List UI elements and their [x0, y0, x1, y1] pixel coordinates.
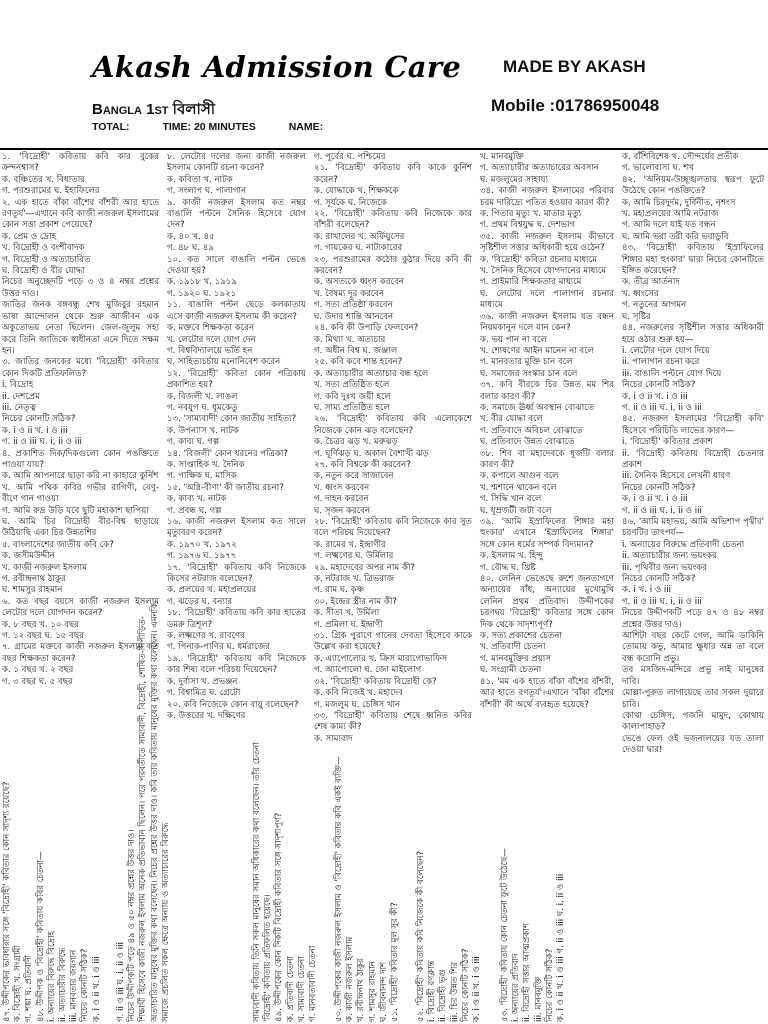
- question-line: ঘ. শামসুর রাহমান: [2, 585, 63, 596]
- question-line: গ. ii ও iii ঘ. i, ii ও iii: [622, 505, 702, 516]
- header-divider: [0, 148, 768, 150]
- question-line: ৩২. 'বিদ্রোহী' কবিতায় বিদ্রোহী কে?: [314, 676, 437, 687]
- rotated-question-line: i. অন্যায়ের বিরুদ্ধে বিদ্রোহ: [46, 930, 57, 1022]
- question-line: নিচের উদ্দীপকটি পড়ে ৪৭ ও ৪৮ নম্বর প্রশ্নের উত্তর দাও।: [622, 608, 764, 630]
- question-line: ঘ. উদার শান্তি আনবেন: [314, 311, 394, 322]
- question-line: গ. দাহন করবেন: [314, 494, 369, 505]
- question-line: খ. প্রতিবাদী চেতনা: [480, 642, 546, 653]
- question-line: গ. কবি দুঃখ জয়ী হলে: [314, 391, 391, 402]
- question-line: ঘ. বিদ্রোহী ও বীর যোদ্ধা: [2, 266, 85, 277]
- question-line: খ. শোষণের আইন মানেন না বলে: [480, 345, 595, 356]
- question-line: খ. লেটোর দলে যোগ দেন: [167, 334, 256, 345]
- question-line: ক. i খ. i ও iii: [622, 585, 672, 596]
- question-line: ঘ. সৃজন করবেন: [314, 505, 371, 516]
- question-line: গ. ভালোবাসা ঘ. শখ: [622, 163, 695, 174]
- question-line: ১. 'বিদ্রোহী' কবিতায় কবি কার বুকের ক্রন্দনশ্বাস?: [2, 152, 159, 174]
- rotated-question-line: ৪৭. উদ্দীপকের ভাবধারার সঙ্গে 'বিদ্রোহী' কবিতার কোন সাদৃশ্য রয়েছে?: [2, 781, 12, 1022]
- question-line: গ. পাক্ষিক ঘ. মাসিক: [167, 471, 237, 482]
- question-line: ৪. প্রকাশিত দিক/দিকগুলো কোন পঙক্তিতে পাওয়া যায়?: [2, 448, 159, 470]
- question-line: ক. কাব্য খ. নাটক: [167, 494, 227, 505]
- question-line: গ. বিদ্রোহী ও অত্যাচারিত: [2, 254, 91, 265]
- question-line: ক. উপন্যাস খ. নাটক: [167, 425, 239, 436]
- question-line: জাতির জনক বঙ্গবন্ধু শেখ মুজিবুর রহমান ভাষা আন্দোলন থেকে শুরু আজীবন এক অকুতোভয় নেতা ছিলেন। জেল-জুলুম সহ্য করে তিনি জাতিকে স্বাধীনতা এনে দিতে সক্ষম হন।: [2, 300, 159, 356]
- question-line: নিচের কোনটি সঠিক?: [622, 380, 696, 391]
- question-line: ২৪. কবি কী উপাড়ি ফেলবেন?: [314, 323, 419, 334]
- question-line: গ. পিনাক-পাণির ঘ. ধর্মরাজের: [167, 642, 271, 653]
- question-line: ক. i ও ii খ. i ও iii: [2, 425, 68, 436]
- question-line: ক. রাখালের খ. অর্ফিয়ুসের: [314, 231, 405, 242]
- question-line: ৩৭. কবি বীরকে চির উন্নত মম শির বলার কারণ কী?: [480, 380, 614, 402]
- question-line: গ. মানবতার মুক্তি চান বলে: [480, 357, 573, 368]
- question-line: ক. বিজলী খ. লাঙল: [167, 391, 238, 402]
- question-line: নিচের কোনটি সঠিক?: [622, 482, 696, 493]
- rotated-block-6: [500, 584, 578, 1022]
- question-line: ঘ. লেটোর দলে পালাগান রচনার মাধ্যমে: [480, 288, 614, 311]
- question-line: ৪০. লেনিন ভেঙেছে রুশে জনতাগণে অন্যায়ের বাঁধ, অন্যায়ের মুখোমুখি লেনিন প্রথম প্রতিবাদ। উদ্দীপকের চরণদ্বয় 'বিদ্রোহী' কবিতার সঙ্গে কোন দিক থেকে সাদৃশ্যপূর্ণ?: [480, 574, 614, 630]
- question-line: গ. সিদ্ধি খান বলে: [480, 494, 542, 505]
- question-line: ক. প্রলয়ের খ. মহাপ্রলয়ের: [167, 585, 257, 596]
- question-line: গ. প্রবন্ধ ঘ. গল্প: [167, 505, 222, 516]
- rotated-block-5: [416, 584, 494, 1022]
- rotated-question-line: i. বিদ্রোহী রণক্লান্ত: [427, 960, 438, 1022]
- question-line: গ. অত্যাচারীর অত্যাচারের অবসান: [480, 163, 599, 174]
- question-line: গ. মানবমুক্তির প্রয়াস: [480, 653, 551, 664]
- question-line: গ. ৪৮ ঘ. ৪৯: [167, 243, 214, 254]
- rotated-questions-strip: [0, 582, 768, 1024]
- question-line: গ. লক্ষ্মণের ঘ. উর্মিলার: [314, 551, 394, 562]
- question-line: ক. যোদ্ধাকে খ. শিক্ষককে: [314, 186, 399, 197]
- rotated-question-line: iii. চির উন্নত শির: [449, 961, 460, 1022]
- question-column-5: [618, 152, 768, 756]
- question-line: ঘ. প্রতিবাদে উন্নত বোঝাতে: [480, 437, 575, 448]
- rotated-question-line: সাম্যবাদী কবিতায় তিনি সকল মানুষের সমান অধিকারের কথা বলেছেন। তাঁর চেতনা: [252, 742, 262, 1022]
- question-line: গ. বৌদ্ধ ঘ. খ্রিষ্ট: [480, 562, 536, 573]
- question-line: আশিটা বছর কেটে গেল, আমি ডাকিনি তোমায় কভু, আমার ক্ষুধার অন্ন তা বলে বন্ধ করোনি প্রভু।: [622, 631, 764, 664]
- rotated-question-line: ক. প্রতিবাদী চেতনা: [285, 956, 296, 1022]
- question-line: ৪২. 'অনিয়ম-উচ্ছৃঙ্খলতার স্বরূপ ফুটে উঠেছে কোন পঙক্তিতে?: [622, 174, 764, 197]
- question-line: ৯. কাজী নজরুল ইসলাম কত নম্বর বাঙালি পল্টনে সৈনিক হিসেবে যোগ দেন?: [167, 197, 306, 231]
- question-line: ক. আমি আপনারে ছাড়া করি না কাহারে কুর্নিশ: [2, 471, 159, 482]
- question-line: ক. ১ বছর খ. ২ বছর: [2, 665, 74, 676]
- rotated-question-line: iii. মানবমুক্তি: [533, 976, 544, 1022]
- rotated-question-line: নিচের উদ্দীপকটি পড়ে ৪৯ ও ৫০ নম্বর প্রশ্নের উত্তর দাও।: [127, 829, 138, 1022]
- question-line: ক. ইসলাম খ. হিন্দু: [480, 551, 543, 562]
- question-line: ক. এ্যাপোলোর খ. ক্রিস মারাগোভাফিস: [314, 653, 448, 664]
- question-line: ক. সাপ্তাহিক খ. দৈনিক: [167, 459, 245, 470]
- question-line: ২৩. পরশুরামের কঠোর কুঠার দিয়ে কবি কী করবেন?: [314, 254, 472, 277]
- question-line: ২১. 'বিদ্রোহী' কবিতায় কবি কাকে কুর্নিশ করেন?: [314, 163, 472, 185]
- rotated-question-line: ৫০. উদ্দীপকের কাজী নজরুল ইসলাম ও 'বিদ্রোহী' কবিতার কবি একই ব্যক্তি—: [334, 756, 344, 1022]
- question-line: গ. ৩ বছর ঘ. ৫ বছর: [2, 676, 73, 687]
- rotated-question-line: 'বিদ্রোহী' কবিতায় প্রতিফলিত হয়েছে।: [263, 894, 274, 1022]
- question-line: গ. প্রথম বিশ্বযুদ্ধ ঘ. দেশভাগ: [480, 220, 576, 231]
- question-line: গ. নতুনের আগমন: [622, 300, 687, 311]
- question-line: গ. অ্যাপোলো ঘ. জো মাইলোগ: [314, 665, 422, 676]
- question-line: ক. ভয় পান না বলে: [480, 334, 547, 345]
- question-line: ১২. 'বিদ্রোহী' কবিতা কোন পত্রিকায় প্রকাশিত হয়?: [167, 368, 306, 391]
- question-line: ক. ৪০ খ. ৪৫: [167, 231, 215, 242]
- question-line: ২০. কবি নিজেকে কোন বায়ু বলেছেন?: [167, 699, 299, 710]
- rotated-question-line: ৪৯. উদ্দীপকের কোন দিকটি বিদ্রোহী কবিতার সঙ্গে সাদৃশ্যপূর্ণ?: [274, 812, 285, 1022]
- question-line: ক. মিথ্যা খ. অত্যচার: [314, 334, 386, 345]
- question-line: খ. কাজী নজরুল ইসলাম: [2, 562, 87, 573]
- question-line: গ. ১২ বছর ঘ. ১৫ বছর: [2, 631, 84, 642]
- rotated-question-line: ক. কাজী নজরুল ইসলাম: [345, 936, 356, 1022]
- question-line: খ. মানবমুক্তি: [480, 152, 524, 162]
- question-line: ৩০. ইন্দ্রের স্ত্রীর নাম কী?: [314, 596, 397, 607]
- question-line: iii. বাঙালি পল্টনে যোগ দিয়ে: [622, 368, 722, 379]
- question-line: খ. বিদ্রোহী ও বংশীবাদক: [2, 243, 85, 254]
- question-line: ২৬. 'বিদ্রোহী' কবিতায় কবি এলোকেশে নিজেকে কোন ঝড় বলেছেন?: [314, 414, 472, 436]
- question-line: ক. ১৯৭০ খ. ১৯৭২: [167, 539, 237, 550]
- rotated-question-line: ক. i ও ii খ. i ও iii: [472, 956, 483, 1022]
- question-line: ক. 'বিদ্রোহী' কবিতা রচনার মাধ্যমে: [480, 254, 597, 265]
- question-line: ক. তীব্র আর্তনাদ: [622, 277, 680, 288]
- question-line: গ. ঘূর্ণিঝড় ঘ. অকাল বৈশাখী ঝড়: [314, 448, 429, 459]
- question-line: ঘ. ধূম্রজটী জটা বলে: [480, 505, 552, 516]
- question-line: গ. ১৯২০ ঘ. ১৯২১: [167, 288, 237, 299]
- question-line: ক. কপালে আগুন বলে: [480, 471, 559, 482]
- question-line: গ. পরশুরামের ঘ. ইহাফিলের: [2, 186, 100, 197]
- question-column-3: [310, 152, 476, 744]
- question-line: ঘ. সংগ্রামী চেতনা: [480, 665, 542, 676]
- question-line: ৪৩. 'বিদ্রোহী' কবিতায় 'ইস্রাফিলের শিঙ্গার মহা হুংকার' দ্বারা নিচের কোনটিতে ইঙ্গিত করেছেন?: [622, 243, 764, 277]
- question-line: মোল্লা-পুরুত লাগায়েছে তার সকল দুয়ারে চাবি।: [622, 688, 764, 710]
- question-line: ঘ. সমাজের সংস্কার চান বলে: [480, 368, 578, 379]
- question-line: ৩১. গ্রিক পুরাণে গানের দেবতা হিসেবে কাকে উল্লেখ করা হয়েছে?: [314, 631, 472, 653]
- question-line: ৩. জাতির জনকের মধ্যে 'বিদ্রোহী' কবিতার কোন দিকটি প্রতিফলিত?: [2, 357, 159, 379]
- question-line: গ. রবীন্দ্রনাথ ঠাকুর: [2, 574, 66, 585]
- question-line: ক. পিতার মৃত্যু খ. মাতার মৃত্যু: [480, 209, 582, 220]
- question-line: ২৮. 'বিদ্রোহী' কবিতায় কবি নিজেকে কার সুত বলে পরিচয় দিয়েছেন?: [314, 517, 472, 539]
- exam-meta-row: [92, 121, 353, 133]
- time-label: TIME: 20 MINUTES: [162, 121, 256, 133]
- question-line: ১১. বাঙালি পল্টন ছেড়ে কলকাতায় এসে কাজী নজরুল ইসলাম কী করেন?: [167, 300, 306, 322]
- question-line: ১৪. 'বিজলী' কোন ধরনের পত্রিকা?: [167, 448, 288, 459]
- question-line: ক. উত্তরের খ. দক্ষিণের: [167, 710, 246, 721]
- question-line: ক. জসীমউদ্দীন: [2, 551, 55, 562]
- question-line: ৩৮. শিব বা মহাদেবকে ধূর্জটি বলার কারণ কী?: [480, 448, 614, 470]
- rotated-question-line: গ. মানবতাবাদী চেতনা: [308, 945, 319, 1022]
- rotated-question-line: খ. রবীন্দ্রনাথ ঠাকুর: [356, 958, 367, 1022]
- question-line: ক. সমাজে ঊর্ধ্ব অবস্থান বোঝাতে: [480, 402, 595, 413]
- subject-title: Bangla 1st বিলাসী: [92, 101, 216, 118]
- rotated-question-line: নিচের কোনটি সঠিক?: [80, 948, 91, 1022]
- question-line: গ. রাম ঘ. কৃষ্ণ: [314, 585, 365, 596]
- question-line: গ. অধীন বিশ্ব ঘ. জঞ্জাল: [314, 345, 398, 356]
- rotated-question-line: i. অন্যায়ের প্রতিবাদ: [511, 953, 522, 1022]
- question-line: i. লেটোর দলে যোগ দিয়ে: [622, 345, 710, 356]
- question-line: ১৯. 'বিদ্রোহী' কবিতায় কবি নিজেকে কার শিষ্য বলে পরিচয় দিয়েছেন?: [167, 653, 306, 676]
- question-line: ক. ৮ বছর খ. ১০ বছর: [2, 619, 79, 630]
- rotated-block-1: [2, 584, 114, 1022]
- question-line: তব মসজিদ-মন্দিরে প্রভু নাই মানুষের দাবি।: [622, 665, 764, 687]
- rotated-question-line: নিচের কোনটি সঠিক?: [544, 948, 555, 1022]
- question-line: নিচের অনুচ্ছেদটি পড়ে ৩ ও ৪ নম্বর প্রশ্নের উত্তর দাও।: [2, 277, 159, 299]
- question-line: খ. শ্মশানে থাকেন বলে: [480, 482, 557, 493]
- rotated-question-line: ii. বিদ্রোহী ভৃগু: [438, 969, 449, 1022]
- question-line: ১৭. 'বিদ্রোহী' কবিতায় কবি নিজেকে কিসের নটরাজ বলেছেন?: [167, 562, 306, 585]
- question-line: ঘ. আমি চির বিদ্রোহী বীর-বিশ্ব ছাড়ায়ে উঠিয়াছি একা চির উন্নতশির: [2, 517, 159, 539]
- question-column-4: [476, 152, 618, 710]
- question-line: খ. সত্য প্রতিষ্ঠিত হলে: [314, 380, 390, 391]
- question-line: ৮. লেটোর দলের জন্য কাজী নজরুল ইসলাম কোনটি রচনা করেন?: [167, 152, 306, 174]
- rotated-question-line: গ. শামসুর রাহমান: [367, 961, 378, 1022]
- rotated-question-line: ৪৮. উদ্দীপক ও 'বিদ্রোহী' কবিতায় কবির চেতনা—: [35, 851, 46, 1022]
- question-line: i. বিদ্রোহ: [2, 380, 34, 391]
- rotated-question-line: শিক্ষার্থী হিসেবে কাজী নজরুল ইসলাম অনেক প্রতিভাবান ছিলেন। পরে পরবর্তীতে সাম্যবাদী, বিদ্রোহী, শোষিত-নিপীড়িত-অত্যাচারিত মানুষের মুক্তির কথা বলেছেন। নিচের প্রশ্নের উত্তর দাও। কবি তার কবিতায় মানুষের মুক্তির কথা বলেছেন। এমনকি সমাজে প্রচলিত সকল ক্ষেত্রে অন্যায় ও অত্যাচারের বিরুদ্ধে: [138, 602, 171, 1022]
- question-line: ১৮. 'বিদ্রোহী' কবিতায় কবি কার হাতের ডমরু ত্রিশূল?: [167, 608, 306, 630]
- question-line: ৪৬. 'আমি মহাভয়, আমি অভিশাপ পৃথ্বীর' চরণটির তাৎপর্য—: [622, 517, 764, 539]
- question-line: গ. আমি দলে যাই যত বন্ধন: [622, 220, 716, 231]
- question-line: iii. সৈনিক হিসেবে লেখনী ধারণ: [622, 471, 731, 482]
- rotated-question-line: ৫৩. 'বিদ্রোহী' কবিতায় কোন চেতনা ফুটে উঠেছে—: [500, 848, 510, 1022]
- question-line: ক. i ও ii খ. i ও iii: [622, 391, 688, 402]
- question-line: ক. রামের খ. ইন্দ্রাণীর: [314, 539, 386, 550]
- question-line: ২৯. মহাদেবের অপর নাম কী?: [314, 562, 415, 573]
- question-line: ৩৯. 'আমি ইস্রাফিলের শিঙ্গার মহা হুংকার' এখানে 'ইস্রাফিলের শিঙ্গার' সঙ্গে কোন ধর্মের সম্পর্ক বিদ্যমান?: [480, 517, 614, 550]
- question-line: খ. ধ্বংসের: [622, 288, 659, 299]
- question-line: ক. সীতা খ. উর্মিলা: [314, 608, 380, 619]
- rotated-question-line: ক. i ও ii খ. i ও iii: [91, 956, 102, 1022]
- question-line: খ. ধ্বংস করবেন: [314, 482, 370, 493]
- rotated-question-line: ক. বিদ্রোহী খ. সংগ্রামী: [13, 945, 24, 1022]
- question-line: গ. ii ও iii ঘ. i, ii ও iii: [622, 402, 702, 413]
- question-line: ২৫. কবি কবে শান্ত হবেন?: [314, 357, 403, 368]
- question-line: ১৩. 'সাম্যবাদী' কোন জাতীয় সাহিত্য?: [167, 414, 297, 425]
- question-line: ক. নতুন করে সাজাবেন: [314, 471, 394, 482]
- question-line: ৭. গ্রামের মক্তবে কাজী নজরুল ইসলাম কত বছর শিক্ষকতা করেন?: [2, 642, 159, 664]
- question-line: গ. প্রাইমারি শিক্ষকতার মাধ্যমে: [480, 277, 582, 288]
- question-line: ii. দেশপ্রেম: [2, 391, 40, 402]
- question-line: ক. অত্যাচারীর অত্যাচার বন্ধ হলে: [314, 368, 429, 379]
- question-line: ক. চৈত্রর ঝড় খ. মরুঝড়: [314, 437, 398, 448]
- rotated-question-line: iii. মানবতার জয়গান: [69, 949, 80, 1022]
- question-line: i. অন্যায়ের বিরুদ্ধে প্রতিবাদী চেতনা: [622, 539, 745, 550]
- rotated-question-line: ক. i ও ii খ. i ও iii গ. ii ও iii ঘ. i, ii ও iii: [556, 873, 567, 1022]
- question-line: ক. প্রেম ও দ্রোহ: [2, 231, 57, 242]
- total-label: TOTAL:: [92, 121, 130, 133]
- question-line: ক. বাঁশিবিশেষ খ. সৌন্দর্যের প্রতীক: [622, 152, 739, 162]
- question-line: ক. দুর্বাসা খ. প্রভঞ্জন: [167, 676, 238, 687]
- rotated-question-line: ঘ. জীবনানন্দ দাশ: [378, 961, 389, 1022]
- question-line: ক. বঞ্চিতের খ. বিধাতার: [2, 174, 85, 185]
- question-line: খ. আমি পথিক কবির গভীর রাগিণী, বেণু-বীণে গান গাওয়া: [2, 482, 159, 505]
- question-line: ৩৩. 'বিদ্রোহী' কবিতায় শেষে ধ্বনিত কবির শেষ কাম্য কী?: [314, 710, 472, 733]
- question-line: ক. কবিতা খ. নাটক: [167, 174, 233, 185]
- question-line: গ. গায়কের ঘ. নাট্যকারের: [314, 243, 403, 254]
- question-line: ৬. কত বছর বয়সে কাজী নজরুল ইসলাম লেটোর দলে যোগদান করেন?: [2, 596, 159, 619]
- question-line: iii. পৃথিবীর জন্য ভয়ংকর: [622, 562, 708, 573]
- question-line: ২২. 'বিদ্রোহী' কবিতায় কবি নিজেকে কার বাঁশরী বলেছেন?: [314, 209, 472, 231]
- question-line: ক. লক্ষ্মণের খ. রাবণের: [167, 631, 245, 642]
- question-line: গ. বিশ্বামিত্র ঘ. গ্রেটো: [167, 688, 241, 699]
- question-line: ক. i ও ii খ. i ও iii: [622, 494, 688, 505]
- question-line: i. 'বিদ্রোহী' কবিতার প্রকাশ: [622, 437, 713, 448]
- rotated-question-line: খ. সাম্যবাদী চেতনা: [296, 956, 307, 1022]
- question-line: গ. আমি রুদ্র উড়ি যবে ছুটি মহাকাশ ছাপিয়া: [2, 505, 149, 516]
- rotated-question-line: ii. অত্যাচারীর বিরুদ্ধে: [58, 947, 69, 1022]
- question-line: ঘ. মজলুমের সাহায্য: [480, 174, 548, 185]
- rotated-block-2: [116, 584, 248, 1022]
- question-line: খ. সৈনিক হিসেবে যোগদানের মাধ্যমে: [480, 266, 607, 277]
- rotated-question-line: নিচের কোনটি সঠিক?: [460, 948, 471, 1022]
- question-line: খ. বৈষম্য দূর করবেন: [314, 288, 385, 299]
- question-line: ঘ. সাহিত্যচর্চায় মনোনিবেশ করেন: [167, 357, 281, 368]
- question-line: গ. সূর্যকে ঘ. নিজেকে: [314, 197, 387, 208]
- question-line: ১৬. কাজী নজরুল ইসলাম কত সালে মৃত্যুবরণ করেন?: [167, 517, 306, 539]
- question-line: ২. এক হাতে বাঁকা বাঁশের বাঁশরী আর হাতে রণতূর্য'—এখানে কবি কাজী নজরুল ইসলামের কোন সত্তা প্রকাশ পেয়েছে?: [2, 197, 159, 231]
- question-line: ৪১. 'মম এক হাতে বাঁকা বাঁশের বাঁশরী, আর হাতে রণতূর্য'।এখানে 'বাঁকা বাঁশের বাঁশরী' কী অর্থে ব্যবহৃত হয়েছে?: [480, 676, 614, 710]
- rotated-question-line: গ. শঙ্কা ঘ. প্রতিবাদী: [24, 954, 35, 1022]
- question-line: ৪৪. নজরুলের সৃষ্টিশীল সত্তার অধিকারী হয়ে ওঠার শুরু হয়—: [622, 323, 764, 345]
- page-header: [0, 0, 768, 150]
- question-columns: [0, 152, 768, 756]
- question-line: ক. মক্তবে শিক্ষকতা করেন: [167, 323, 255, 334]
- question-line: ৫. বাংলাদেশের জাতীয় কবি কে?: [2, 539, 114, 550]
- question-line: গ. প্রমিলা ঘ. ইন্দ্রাণী: [314, 619, 383, 630]
- question-line: ২৭. কবি বিশ্বকে কী করবেন?: [314, 459, 411, 470]
- question-line: ৩৪. কাজী নজরুল ইসলামের পরিবার চরম দারিদ্র্যে পতিত হওয়ার কারণ কী?: [480, 186, 614, 208]
- question-line: ঘ. আমি ভরা তরী করি ভরাডুবি: [622, 231, 729, 242]
- question-line: ৩৬. কাজী নজরুল ইসলাম যত বন্ধন নিয়মকানুন দলে যান কেন?: [480, 311, 614, 334]
- question-line: ঘ. সৃষ্টির: [622, 311, 651, 322]
- question-line: ক. সাম্যবাদ: [314, 733, 353, 744]
- question-line: ক. আমি চিরদুর্দম, দুর্বিনীত, নৃশংস: [622, 197, 736, 208]
- question-line: কোথা চেঙ্গিস, গজনি মামুদ, কোথায় কালাপাহাড়?: [622, 710, 764, 733]
- question-line: ii. 'বিদ্রোহী কবিতায় বিদ্রোহী চেতনার প্রকাশ: [622, 448, 764, 470]
- question-line: গ. ঝড়ের ঘ. বন্যার: [167, 596, 233, 607]
- question-line: গ. সংলাপ ঘ. পালাগান: [167, 186, 247, 197]
- question-line: গ. বিশ্ববিদ্যালয়ে ভর্তি হন: [167, 345, 253, 356]
- question-line: ii. পালাগান রচনা করে: [622, 357, 700, 368]
- question-line: গ. মজলুম ঘ. চেঙ্গিস খান: [314, 699, 401, 710]
- question-line: ভেঙে ফেল ওই ভজনালয়ের যত তালা দেওয়া দ্বার!: [622, 733, 764, 756]
- question-line: গ. প্রতিবাদে অবিচল বোঝাতে: [480, 425, 583, 436]
- question-line: ১৫. 'অগ্নি-বীণা' কী জাতীয় রচনা?: [167, 482, 284, 493]
- question-line: ii. অত্যাচারীর জন্য ভয়ংকর: [622, 551, 717, 562]
- rotated-block-3: [252, 584, 330, 1022]
- question-line: ক. সত্য প্রকাশের চেতনা: [480, 631, 562, 642]
- question-line: ক. নটরাজ খ. ত্রিভরাজ: [314, 574, 395, 585]
- question-line: নিচের কোনটি সঠিক?: [2, 414, 76, 425]
- question-line: গ. ii ও iii ঘ. i, ii ও iii: [622, 596, 702, 607]
- question-line: ক. অসত্যকে ধ্বংস করবেন: [314, 277, 404, 288]
- mobile-number: Mobile :01786950048: [491, 96, 660, 115]
- question-line: গ. কাব্য ঘ. গল্প: [167, 437, 220, 448]
- rotated-question-line: গ. ii ও iii ঘ. i, ii ও iii: [116, 942, 126, 1022]
- question-line: গ. পূর্বের ঘ. পশ্চিমের: [314, 152, 386, 162]
- question-line: ৪৫. নজরুল ইসলামের 'বিদ্রোহী কবি' হিসেবে পরিচিতি লাভের কারণ—: [622, 414, 764, 436]
- rotated-question-line: ৫২. 'বিদ্রোহী' কবিতায় কবি নিজেকে কী বলেছেন?: [416, 850, 426, 1022]
- question-column-2: [163, 152, 310, 721]
- question-line: গ. ১৯৭৬ ঘ. ১৯৭৭: [167, 551, 237, 562]
- rotated-question-line: ii. বিদ্রোহী সত্তার আত্মপ্রকাশ: [522, 923, 533, 1022]
- question-line: খ. মহাপ্রলয়ের আমি নটরাজ: [622, 209, 719, 220]
- question-line: গ. নবযুগ ঘ. ধূমকেতু: [167, 402, 238, 413]
- question-line: ক. ১৯১৮ খ. ১৯১৯: [167, 277, 237, 288]
- name-label: NAME:: [288, 121, 324, 133]
- question-line: ঘ. সাম্য প্রতিষ্ঠিত হলে: [314, 402, 390, 413]
- question-line: iii. নেতৃত্ব: [2, 402, 36, 413]
- question-line: গ. ii ও iii ঘ. i, ii ও iii: [2, 437, 82, 448]
- brand-title: Akash Admission Care: [92, 50, 462, 84]
- question-column-1: [0, 152, 163, 687]
- question-line: গ. সত্য প্রতিষ্ঠা করবেন: [314, 300, 393, 311]
- rotated-block-4: [334, 584, 412, 1022]
- question-line: ১০. কত সালে বাঙালি পল্টন ভেঙে দেওয়া হয়?: [167, 254, 306, 277]
- question-line: খ. বীর যোদ্ধা বলে: [480, 414, 543, 425]
- rotated-question-line: ৫১. 'বিদ্রোহী' কবিতার মূল সুর কী?: [390, 902, 401, 1022]
- question-line: ৩৫. কাজী নজরুল ইসলাম কীভাবে সৃষ্টিশীল সত্তার অধিকারী হয়ে ওঠেন?: [480, 231, 614, 254]
- question-line: ক. কবি নিজেই খ. মহাদেব: [314, 688, 404, 699]
- made-by-label: MADE BY AKASH: [503, 57, 646, 76]
- question-line: নিচের কোনটি সঠিক?: [622, 574, 696, 585]
